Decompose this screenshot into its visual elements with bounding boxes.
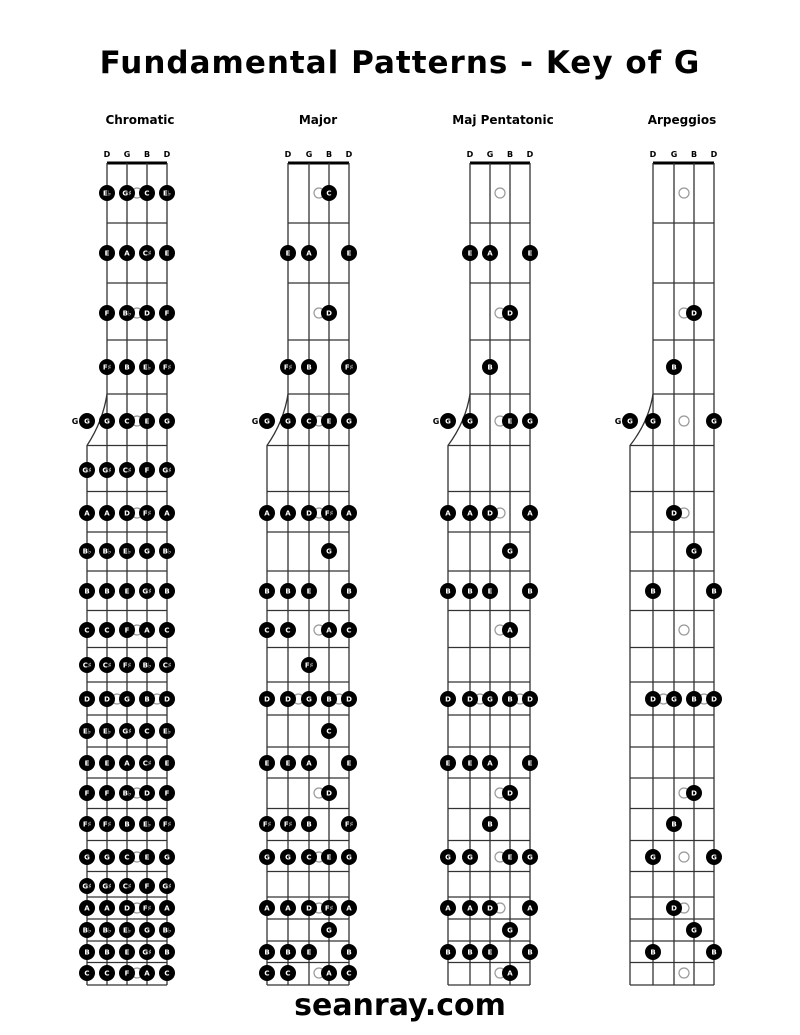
- note-label: G: [84, 853, 90, 862]
- note-label: F: [104, 789, 110, 798]
- note-label: E: [445, 759, 451, 768]
- note-label: B: [326, 695, 332, 704]
- note-label: G: [445, 417, 451, 426]
- note-label: D: [650, 695, 656, 704]
- note-label: A: [467, 509, 473, 518]
- note-label: F♯: [102, 820, 112, 829]
- note-label: E: [527, 249, 533, 258]
- note-label: E: [507, 417, 513, 426]
- ghost-marker-icon: [679, 416, 689, 426]
- note-label: F♯: [324, 904, 334, 913]
- string-label: B: [325, 150, 333, 159]
- ghost-marker-icon: [679, 968, 689, 978]
- note-label: G♯: [162, 882, 172, 891]
- note-label: F: [164, 789, 170, 798]
- note-label: F: [104, 309, 110, 318]
- note-label: D: [346, 695, 352, 704]
- note-label: A: [445, 509, 451, 518]
- note-label: D: [671, 509, 677, 518]
- note-label: C: [285, 626, 291, 635]
- note-label: D: [507, 309, 513, 318]
- note-label: G: [346, 417, 352, 426]
- note-label: B♭: [122, 789, 132, 798]
- note-label: E: [346, 759, 352, 768]
- note-label: A: [144, 969, 150, 978]
- string-label: D: [526, 150, 534, 159]
- note-label: D: [285, 695, 291, 704]
- note-label: E♭: [142, 363, 152, 372]
- string-label: D: [710, 150, 718, 159]
- note-label: D: [306, 509, 312, 518]
- note-label: A: [84, 509, 90, 518]
- note-label: B: [467, 948, 473, 957]
- ghost-marker-icon: [679, 625, 689, 635]
- note-label: E: [285, 249, 291, 258]
- note-label: E: [84, 759, 90, 768]
- note-label: A: [527, 904, 533, 913]
- note-label: B♭: [102, 547, 112, 556]
- note-label: C: [285, 969, 291, 978]
- note-label: E: [507, 853, 513, 862]
- note-label: E: [346, 249, 352, 258]
- note-label: G: [691, 547, 697, 556]
- string-label: D: [103, 150, 111, 159]
- note-label: E♭: [122, 926, 132, 935]
- note-label: A: [264, 904, 270, 913]
- note-label: B: [346, 587, 352, 596]
- note-label: G: [507, 547, 513, 556]
- note-label: A: [527, 509, 533, 518]
- note-label: A: [346, 509, 352, 518]
- note-label: E: [164, 759, 170, 768]
- note-label: E: [306, 948, 312, 957]
- note-label: G: [124, 695, 130, 704]
- note-label: B♭: [82, 926, 92, 935]
- note-label: F♯: [82, 820, 92, 829]
- note-label: G♯: [122, 189, 132, 198]
- note-label: E: [144, 853, 150, 862]
- note-label: C♯: [102, 661, 112, 670]
- note-label: B: [527, 587, 533, 596]
- note-label: G: [164, 417, 170, 426]
- note-label: B: [124, 820, 130, 829]
- note-label: B♭: [122, 309, 132, 318]
- note-label: C: [124, 853, 130, 862]
- note-label: B: [507, 695, 513, 704]
- note-label: G♯: [102, 882, 112, 891]
- note-label: B♭: [162, 926, 172, 935]
- note-label: D: [124, 904, 130, 913]
- note-label: G: [467, 853, 473, 862]
- note-label: C♯: [122, 882, 132, 891]
- fretboard-maj-pentatonic: [433, 150, 538, 985]
- note-label: C: [104, 969, 110, 978]
- fifth-string-label: G: [614, 417, 622, 426]
- note-label: F♯: [344, 363, 354, 372]
- note-label: D: [445, 695, 451, 704]
- note-label: C: [346, 626, 352, 635]
- note-label: G: [671, 695, 677, 704]
- note-label: D: [144, 309, 150, 318]
- fifth-string-line: [84, 394, 110, 985]
- note-label: D: [691, 309, 697, 318]
- ghost-marker-icon: [495, 188, 505, 198]
- note-label: G♯: [82, 466, 92, 475]
- note-label: E♭: [102, 189, 112, 198]
- note-label: B: [650, 948, 656, 957]
- note-label: B: [671, 820, 677, 829]
- note-label: B: [264, 948, 270, 957]
- note-label: G: [144, 547, 150, 556]
- note-label: A: [445, 904, 451, 913]
- note-label: B: [467, 587, 473, 596]
- note-label: F♯: [324, 509, 334, 518]
- note-label: E: [124, 587, 130, 596]
- note-label: G: [445, 853, 451, 862]
- note-label: E♭: [162, 727, 172, 736]
- note-label: E: [527, 759, 533, 768]
- note-label: C: [144, 189, 150, 198]
- note-label: G: [711, 853, 717, 862]
- note-label: D: [326, 309, 332, 318]
- note-label: F♯: [142, 509, 152, 518]
- note-label: C: [164, 626, 170, 635]
- note-label: F♯: [122, 661, 132, 670]
- panel-title-arpeggios: Arpeggios: [647, 113, 717, 127]
- fretboard-chromatic: [72, 150, 175, 985]
- note-label: F♯: [344, 820, 354, 829]
- string-label: D: [163, 150, 171, 159]
- note-label: B: [650, 587, 656, 596]
- note-label: D: [527, 695, 533, 704]
- note-label: D: [144, 789, 150, 798]
- note-label: F♯: [162, 363, 172, 372]
- note-label: B: [346, 948, 352, 957]
- note-label: C♯: [82, 661, 92, 670]
- fifth-string-line: [264, 394, 291, 985]
- note-label: G: [264, 853, 270, 862]
- ghost-marker-icon: [679, 188, 689, 198]
- note-label: C: [306, 417, 312, 426]
- note-label: G: [84, 417, 90, 426]
- note-label: B: [527, 948, 533, 957]
- note-label: E: [104, 759, 110, 768]
- note-label: A: [326, 969, 332, 978]
- note-label: D: [691, 789, 697, 798]
- note-label: G: [144, 926, 150, 935]
- note-label: A: [104, 904, 110, 913]
- note-label: F♯: [142, 904, 152, 913]
- page-title: Fundamental Patterns - Key of G: [99, 45, 701, 81]
- note-label: F: [144, 882, 150, 891]
- panel-title-maj-pentatonic: Maj Pentatonic: [452, 113, 554, 127]
- note-label: G: [627, 417, 633, 426]
- note-label: F: [84, 789, 90, 798]
- note-label: G: [264, 417, 270, 426]
- note-label: G: [326, 547, 332, 556]
- note-label: E: [164, 249, 170, 258]
- note-label: E: [264, 759, 270, 768]
- fifth-string-label: G: [71, 417, 79, 426]
- note-label: A: [124, 249, 130, 258]
- note-label: A: [326, 626, 332, 635]
- note-label: G: [104, 853, 110, 862]
- note-label: A: [346, 904, 352, 913]
- fifth-string-label: G: [432, 417, 440, 426]
- fifth-string-line: [630, 394, 656, 985]
- string-label: G: [305, 150, 313, 159]
- note-label: B: [691, 695, 697, 704]
- note-label: D: [306, 904, 312, 913]
- note-label: A: [306, 249, 312, 258]
- note-label: E: [306, 587, 312, 596]
- note-label: C: [326, 727, 332, 736]
- note-label: E: [467, 249, 473, 258]
- note-label: B: [164, 587, 170, 596]
- note-label: B: [144, 695, 150, 704]
- note-label: E♭: [162, 189, 172, 198]
- note-label: F♯: [162, 820, 172, 829]
- note-label: B: [671, 363, 677, 372]
- note-label: G: [306, 695, 312, 704]
- footer-site-name: seanray.com: [294, 988, 506, 1023]
- note-label: C: [164, 969, 170, 978]
- note-label: G: [650, 853, 656, 862]
- note-label: D: [264, 695, 270, 704]
- note-label: B♭: [162, 547, 172, 556]
- panel-title-chromatic: Chromatic: [105, 113, 175, 127]
- note-label: A: [264, 509, 270, 518]
- note-label: D: [326, 789, 332, 798]
- note-label: C♯: [122, 466, 132, 475]
- note-label: G: [527, 853, 533, 862]
- note-label: B: [104, 948, 110, 957]
- note-label: A: [285, 904, 291, 913]
- string-label: G: [123, 150, 131, 159]
- note-label: G: [164, 853, 170, 862]
- note-label: B: [445, 587, 451, 596]
- note-label: C♯: [162, 661, 172, 670]
- note-label: A: [507, 969, 513, 978]
- note-label: A: [164, 904, 170, 913]
- note-label: D: [104, 695, 110, 704]
- note-label: G♯: [122, 727, 132, 736]
- note-label: B: [711, 948, 717, 957]
- note-label: G♯: [162, 466, 172, 475]
- note-label: G♯: [102, 466, 112, 475]
- note-label: F♯: [304, 661, 314, 670]
- note-label: G: [326, 926, 332, 935]
- string-label: B: [506, 150, 514, 159]
- note-label: D: [671, 904, 677, 913]
- note-label: C: [84, 969, 90, 978]
- note-label: A: [507, 626, 513, 635]
- ghost-marker-icon: [679, 852, 689, 862]
- note-label: G♯: [82, 882, 92, 891]
- note-label: C: [144, 727, 150, 736]
- note-label: E: [124, 948, 130, 957]
- note-label: E: [144, 417, 150, 426]
- note-label: G: [346, 853, 352, 862]
- note-label: F♯: [283, 820, 293, 829]
- note-label: B: [84, 948, 90, 957]
- note-label: A: [144, 626, 150, 635]
- note-label: F♯: [102, 363, 112, 372]
- note-label: B: [711, 587, 717, 596]
- note-label: A: [467, 904, 473, 913]
- note-label: B: [285, 587, 291, 596]
- string-label: G: [670, 150, 678, 159]
- note-label: B: [487, 363, 493, 372]
- note-label: E♭: [142, 820, 152, 829]
- note-label: E: [487, 587, 493, 596]
- note-label: C♯: [142, 249, 152, 258]
- note-label: A: [164, 509, 170, 518]
- note-label: B: [104, 587, 110, 596]
- note-label: D: [124, 509, 130, 518]
- note-label: F: [164, 309, 170, 318]
- fifth-string-label: G: [251, 417, 259, 426]
- note-label: F♯: [283, 363, 293, 372]
- note-label: E: [326, 417, 332, 426]
- note-label: B: [164, 948, 170, 957]
- note-label: E: [285, 759, 291, 768]
- note-label: B: [264, 587, 270, 596]
- string-label: D: [649, 150, 657, 159]
- note-label: B♭: [142, 661, 152, 670]
- note-label: D: [84, 695, 90, 704]
- note-label: C: [264, 969, 270, 978]
- note-label: G: [711, 417, 717, 426]
- note-label: F: [144, 466, 150, 475]
- note-label: G♯: [142, 948, 152, 957]
- note-label: G: [650, 417, 656, 426]
- note-label: A: [487, 249, 493, 258]
- note-label: F: [124, 626, 130, 635]
- note-label: B♭: [102, 926, 112, 935]
- note-label: C: [124, 417, 130, 426]
- note-label: E: [467, 759, 473, 768]
- string-label: D: [345, 150, 353, 159]
- note-label: G: [285, 853, 291, 862]
- note-label: G: [507, 926, 513, 935]
- string-label: G: [486, 150, 494, 159]
- note-label: G: [467, 417, 473, 426]
- fifth-string-line: [445, 394, 473, 985]
- fretboard-arpeggios: [615, 150, 722, 985]
- note-label: E: [487, 948, 493, 957]
- note-label: A: [124, 759, 130, 768]
- note-label: D: [487, 509, 493, 518]
- note-label: G: [487, 695, 493, 704]
- note-label: C: [346, 969, 352, 978]
- note-label: D: [487, 904, 493, 913]
- note-label: A: [487, 759, 493, 768]
- note-label: D: [164, 695, 170, 704]
- string-label: D: [284, 150, 292, 159]
- note-label: B: [445, 948, 451, 957]
- note-label: A: [104, 509, 110, 518]
- note-label: G: [104, 417, 110, 426]
- note-label: B: [487, 820, 493, 829]
- string-label: B: [690, 150, 698, 159]
- note-label: D: [507, 789, 513, 798]
- note-label: C: [326, 189, 332, 198]
- note-label: C: [306, 853, 312, 862]
- note-label: E♭: [82, 727, 92, 736]
- note-label: B: [285, 948, 291, 957]
- string-label: B: [143, 150, 151, 159]
- note-label: C♯: [142, 759, 152, 768]
- note-label: G: [691, 926, 697, 935]
- note-label: E♭: [122, 547, 132, 556]
- fretboard-major: [252, 150, 357, 985]
- note-label: G♯: [142, 587, 152, 596]
- string-label: D: [466, 150, 474, 159]
- note-label: F♯: [262, 820, 272, 829]
- note-label: B: [306, 363, 312, 372]
- note-label: E♭: [102, 727, 112, 736]
- note-label: C: [84, 626, 90, 635]
- panel-title-major: Major: [298, 113, 338, 127]
- note-label: G: [285, 417, 291, 426]
- note-label: C: [104, 626, 110, 635]
- note-label: D: [711, 695, 717, 704]
- note-label: B: [306, 820, 312, 829]
- note-label: B♭: [82, 547, 92, 556]
- note-label: B: [84, 587, 90, 596]
- note-label: A: [84, 904, 90, 913]
- note-label: A: [306, 759, 312, 768]
- note-label: B: [124, 363, 130, 372]
- note-label: E: [104, 249, 110, 258]
- note-label: F: [124, 969, 130, 978]
- note-label: E: [326, 853, 332, 862]
- note-label: G: [527, 417, 533, 426]
- note-label: A: [285, 509, 291, 518]
- note-label: D: [467, 695, 473, 704]
- note-label: C: [264, 626, 270, 635]
